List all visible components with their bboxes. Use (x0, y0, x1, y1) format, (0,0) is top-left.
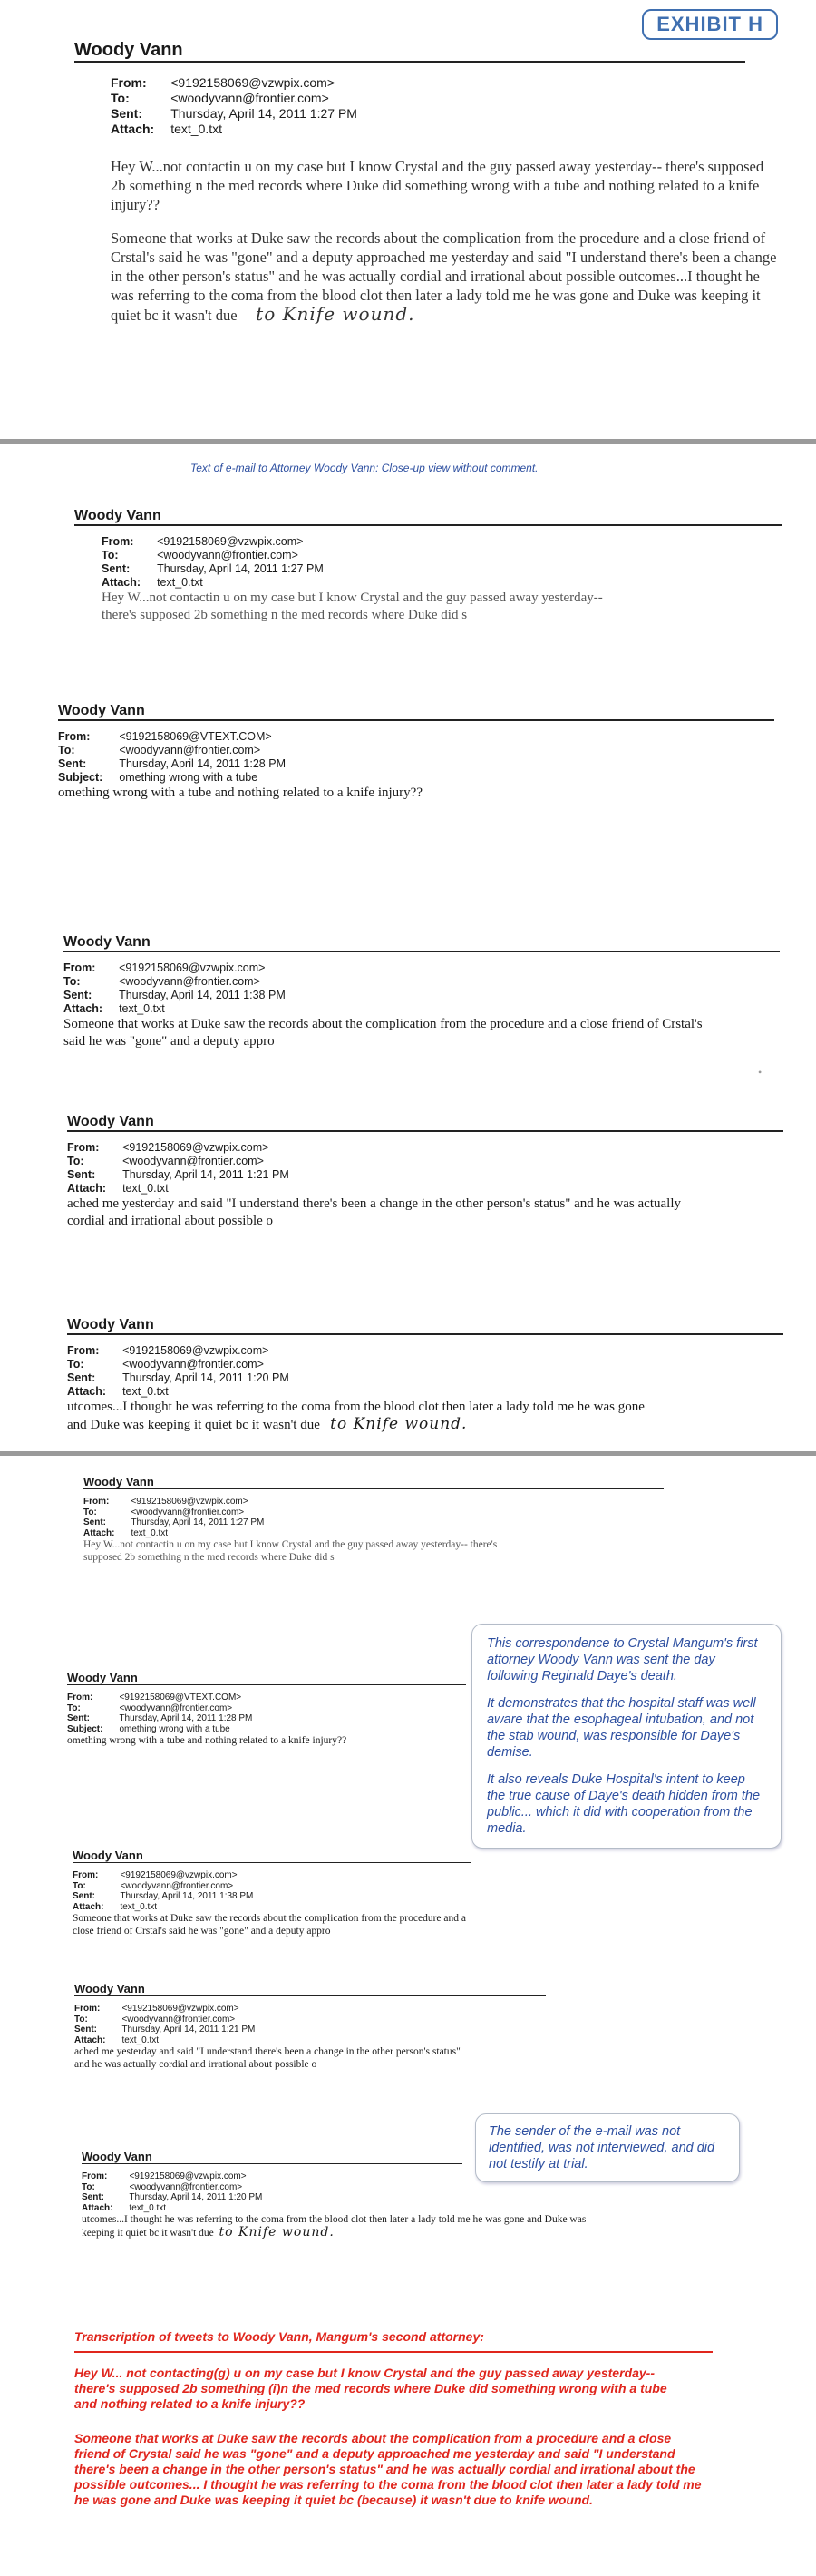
divider (82, 2163, 462, 2164)
transcription-paragraph: Hey W... not contacting(g) u on my case but I know Crystal and the guy passed away yesterday-- there's supposed 2b something (i)n the med records where Duke did something wrong with a tube and nothing related to a knife injury?? (74, 2366, 667, 2411)
email-crop-small-5: Woody Vann From: <9192158069@vzwpix.com> To: <woodyvann@frontier.com> Sent: Thursday, April 14, 2011 1:20 PM Attach: text_0.txt utcomes...I thought he was referring to the coma from the blood clot then later a lady told me he was gone and Duke was keeping it quiet bc it wasn't due to Knife wound. (82, 2150, 587, 2239)
email-from: <9192158069@vzwpix.com> (170, 75, 335, 90)
callout-box (471, 1624, 782, 1849)
divider (74, 61, 745, 63)
email-body-fragment: Hey W...not contactin u on my case but I know Crystal and the guy passed away yesterday-- there's supposed 2b something n the med records where Duke did s (102, 590, 603, 622)
email-sender-name: Woody Vann (74, 40, 183, 60)
email-crop-2: Woody Vann From: <9192158069@VTEXT.COM> To: <woodyvann@frontier.com> Sent: Thursday, April 14, 2011 1:28 PM Subject: omething wrong with a tube omething wrong with a tube and nothing related to a knife injury?? (58, 703, 774, 802)
divider (83, 1488, 664, 1489)
transcription-heading: Transcription of tweets to Woody Vann, Mangum's second attorney: (74, 2329, 484, 2344)
email-body-fragment: utcomes...I thought he was referring to the coma from the blood clot then later a lady told me he was gone and Duke was keeping it quiet bc it wasn't due to Knife wound. (67, 1400, 645, 1433)
handwritten-note: to Knife wound. (219, 2225, 335, 2239)
email-body (111, 157, 782, 325)
divider (74, 1995, 546, 1996)
scan-speck: • (758, 1066, 763, 1078)
full-email (74, 40, 791, 339)
callout-paragraph: It demonstrates that the hospital staff was well aware that the esophageal intubation, and not the stab wound, was responsible for Daye's demise. (487, 1696, 756, 1760)
callout-paragraph: This correspondence to Crystal Mangum's first attorney Woody Vann was sent the day following Reginald Daye's death. (487, 1636, 758, 1683)
email-crop-small-4: Woody Vann From: <9192158069@vzwpix.com> To: <woodyvann@frontier.com> Sent: Thursday, April 14, 2011 1:21 PM Attach: text_0.txt ached me yesterday and said "I understand there's been a change in the other person's status" and he was actually cordial and irrational about possible o (74, 1982, 546, 2071)
email-crop-3: Woody Vann From: <9192158069@vzwpix.com> To: <woodyvann@frontier.com> Sent: Thursday, April 14, 2011 1:38 PM Attach: text_0.txt Someone that works at Duke saw the records about the complication from the procedure and a close friend of Crstal's said he was "gone" and a deputy appro (63, 934, 780, 1050)
divider (58, 719, 774, 721)
callout-paragraph: It also reveals Duke Hospital's intent to keep the true cause of Daye's death hidden from the public... which it did with cooperation from the media. (487, 1772, 761, 1836)
email-body-fragment: Someone that works at Duke saw the records about the complication from the procedure and a close friend of Crstal's said he was "gone" and a deputy appro (63, 1017, 703, 1049)
email-header: From: <9192158069@vzwpix.com> To: <woodyvann@frontier.com> Sent: Thursday, April 14, 2011 1:27 PM Attach: text_0.txt (111, 75, 791, 137)
section-separator (0, 1451, 816, 1456)
exhibit-label: EXHIBIT H (642, 9, 778, 40)
email-crop-1: Woody Vann From: <9192158069@vzwpix.com> To: <woodyvann@frontier.com> Sent: Thursday, April 14, 2011 1:27 PM Attach: text_0.txt Hey W...not contactin u on my case but I know Crystal and the guy passed away yesterday-- there's supposed 2b something n the med records where Duke did s (74, 508, 782, 624)
email-crop-small-3: Woody Vann From: <9192158069@vzwpix.com> To: <woodyvann@frontier.com> Sent: Thursday, April 14, 2011 1:38 PM Attach: text_0.txt Someone that works at Duke saw the records about the complication from the procedure and a close friend of Crstal's said he was "gone" and a deputy appro (73, 1849, 471, 1937)
email-crop-4: Woody Vann From: <9192158069@vzwpix.com> To: <woodyvann@frontier.com> Sent: Thursday, April 14, 2011 1:21 PM Attach: text_0.txt ached me yesterday and said "I understand there's been a change in the other person's status" and he was actually cordial and irrational about possible o (67, 1114, 783, 1230)
divider (63, 951, 780, 952)
transcription-underline (74, 2351, 713, 2353)
transcription-paragraph: Someone that works at Duke saw the records about the complication from a procedure and a close friend of Crystal said he was "gone" and a deputy approached me yesterday and said "I understand there's been a change in the other person's status" and he was actually cordial and irrational about the possible outcomes... I thought he was referring to the coma from the blood clot then later a lady told me he was gone and Duke was keeping it quiet bc (because) it wasn't due to knife wound. (74, 2431, 702, 2507)
email-crop-small-2: Woody Vann From: <9192158069@VTEXT.COM> To: <woodyvann@frontier.com> Sent: Thursday, April 14, 2011 1:28 PM Subject: omething wrong with a tube omething wrong with a tube and nothing related to a knife injury?? (67, 1671, 466, 1747)
callout-paragraph: The sender of the e-mail was not identified, was not interviewed, and did not testify at trial. (489, 2124, 715, 2171)
caption: Text of e-mail to Attorney Woody Vann: Close-up view without comment. (190, 462, 539, 474)
divider (67, 1684, 466, 1685)
section-separator (0, 439, 816, 444)
email-sent: Thursday, April 14, 2011 1:27 PM (170, 106, 357, 121)
email-crop-5: Woody Vann From: <9192158069@vzwpix.com> To: <woodyvann@frontier.com> Sent: Thursday, April 14, 2011 1:20 PM Attach: text_0.txt utcomes...I thought he was referring to the coma from the blood clot then later a lady told me he was gone and Duke was keeping it quiet bc it wasn't due to Knife wound. (67, 1317, 783, 1434)
email-paragraph: Someone that works at Duke saw the records about the complication from the procedure and a close friend of Crstal's said he was "gone" and a deputy approached me yesterday and said "I understand there's been a change in the other person's status" and he was actually cordial and irrational about possible outcomes...I thought he was referring to the coma from the blood clot then later a lady told me he was gone and Duke was keeping it quiet bc it wasn't due to Knife wound. (111, 229, 777, 325)
divider (67, 1333, 783, 1335)
email-crop-small-1: Woody Vann From: <9192158069@vzwpix.com> To: <woodyvann@frontier.com> Sent: Thursday, April 14, 2011 1:27 PM Attach: text_0.txt Hey W...not contactin u on my case but I know Crystal and the guy passed away yesterday-- there's supposed 2b something n the med records where Duke did s (83, 1475, 664, 1564)
divider (74, 524, 782, 526)
handwritten-note: to Knife wound. (330, 1415, 468, 1433)
email-body-fragment: ached me yesterday and said "I understand there's been a change in the other person's status" and he was actually cordial and irrational about possible o (67, 1196, 681, 1228)
email-paragraph: Hey W...not contactin u on my case but I know Crystal and the guy passed away yesterday-- there's supposed 2b something n the med records where Duke did something wrong with a tube and nothing related to a knife injury?? (111, 158, 764, 213)
handwritten-note: to Knife wound. (256, 303, 415, 325)
email-attach: text_0.txt (170, 122, 223, 136)
divider (73, 1862, 471, 1863)
email-to: <woodyvann@frontier.com> (170, 91, 329, 105)
divider (67, 1130, 783, 1132)
email-body-fragment: omething wrong with a tube and nothing related to a knife injury?? (58, 785, 423, 800)
